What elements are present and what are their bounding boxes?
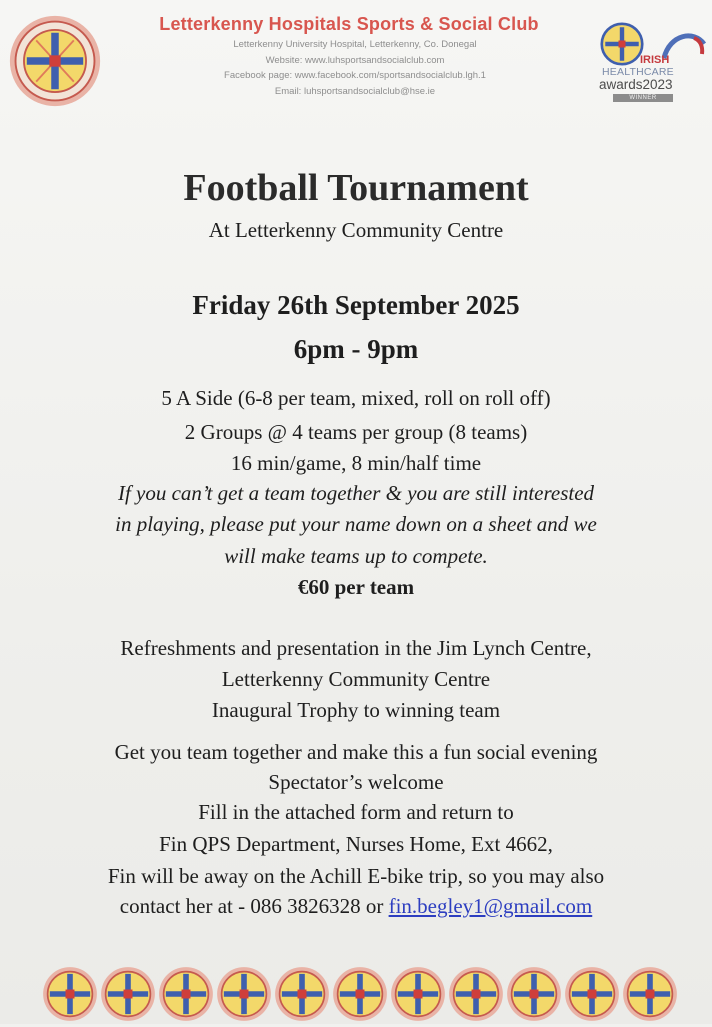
footer-crest-icon <box>506 966 562 1027</box>
award-line-year: awards2023 <box>599 77 673 92</box>
club-facebook: Facebook page: www.facebook.com/sportsandsocialclub.lgh.1 <box>224 70 486 81</box>
event-title: Football Tournament <box>183 167 529 209</box>
price-line: €60 per team <box>297 575 415 599</box>
note-line-3: will make teams up to compete. <box>224 544 488 568</box>
award-line-winner: WINNER <box>613 94 673 102</box>
footer-crest-icon <box>622 966 678 1027</box>
timing-line: 16 min/game, 8 min/half time <box>230 451 482 475</box>
event-date: Friday 26th September 2025 <box>192 290 520 320</box>
refreshments-line-2: Letterkenny Community Centre <box>221 667 491 691</box>
event-time: 6pm - 9pm <box>293 334 419 364</box>
closing-line-1: Get you team together and make this a fun social evening <box>114 740 598 764</box>
award-line-irish: IRISH <box>640 54 670 66</box>
event-venue: At Letterkenny Community Centre <box>208 218 504 242</box>
award-crest-icon <box>600 22 644 66</box>
trophy-line: Inaugural Trophy to winning team <box>211 698 501 722</box>
form-line: Fill in the attached form and return to <box>198 800 514 824</box>
spectators-line: Spectator’s welcome <box>268 770 444 794</box>
note-line-1: If you can’t get a team together & you are still interested <box>117 481 595 505</box>
club-header <box>110 14 600 99</box>
club-name: Letterkenny Hospitals Sports & Social Club <box>159 14 539 34</box>
format-line: 5 A Side (6-8 per team, mixed, roll on roll off) <box>161 386 551 410</box>
return-address-line: Fin QPS Department, Nurses Home, Ext 4662, <box>159 832 553 856</box>
footer-crest-icon <box>564 966 620 1027</box>
club-email: Email: luhsportsandsocialclub@hse.ie <box>274 85 436 97</box>
note-line-2: in playing, please put your name down on a sheet and we <box>115 512 597 536</box>
club-address: Letterkenny University Hospital, Letterkenny, Co. Donegal <box>233 39 477 50</box>
away-line: Fin will be away on the Achill E-bike trip, so you may also <box>107 864 605 888</box>
footer-crest-icon <box>100 966 156 1027</box>
footer-crest-icon <box>158 966 214 1027</box>
footer-crest-row <box>42 966 682 1024</box>
award-line-healthcare: HEALTHCARE <box>602 66 674 78</box>
footer-crest-icon <box>332 966 388 1027</box>
club-website: Website: www.luhsportsandsocialclub.com <box>265 54 445 66</box>
refreshments-line-1: Refreshments and presentation in the Jim Lynch Centre, <box>120 636 592 660</box>
footer-crest-icon <box>448 966 504 1027</box>
contact-line <box>0 894 712 919</box>
club-crest-logo <box>8 14 102 108</box>
contact-phone-text: contact her at - 086 3826328 or <box>119 894 389 918</box>
footer-crest-icon <box>216 966 272 1027</box>
groups-line: 2 Groups @ 4 teams per group (8 teams) <box>184 420 528 444</box>
footer-crest-icon <box>390 966 446 1027</box>
footer-crest-icon <box>42 966 98 1027</box>
contact-email-link[interactable]: fin.begley1@gmail.com <box>388 894 593 918</box>
footer-crest-icon <box>274 966 330 1027</box>
healthcare-award-badge <box>598 22 708 108</box>
